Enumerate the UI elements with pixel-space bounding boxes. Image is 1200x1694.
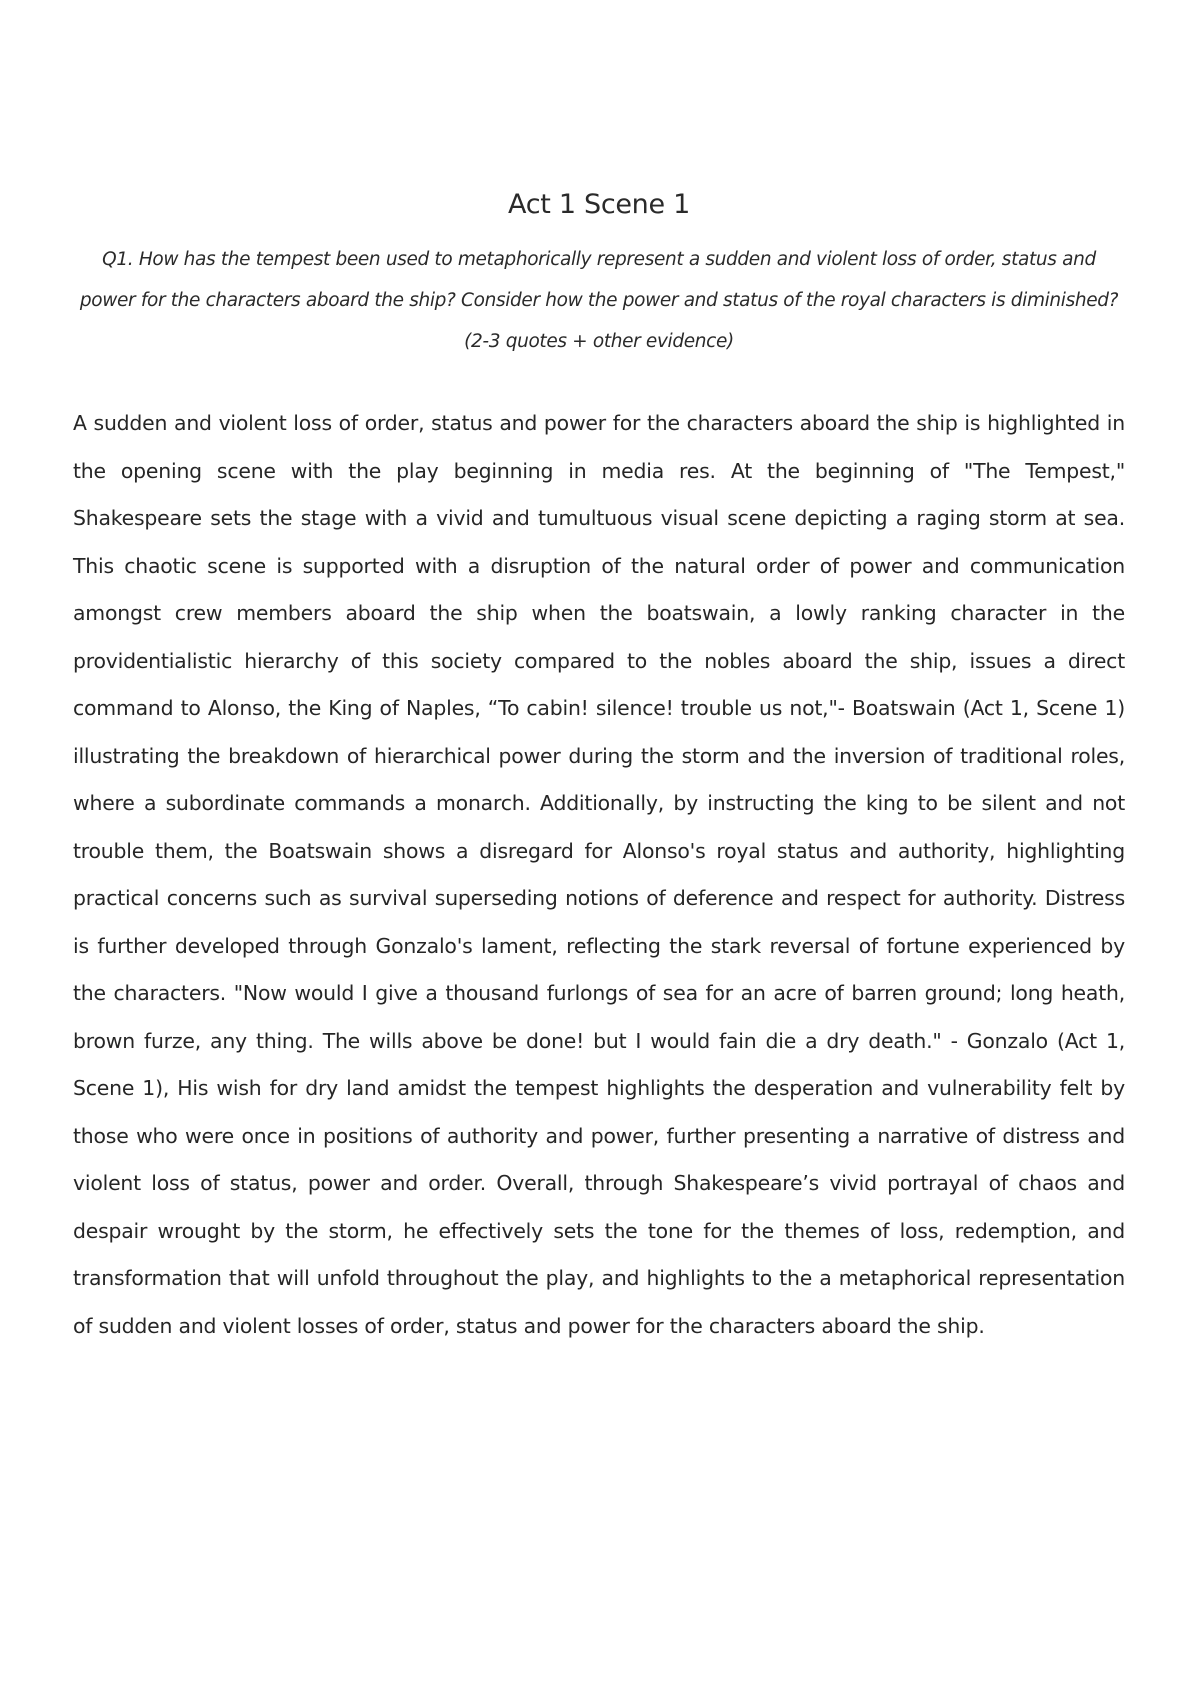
answer-paragraph: A sudden and violent loss of order, status and power for the characters aboard the ship is highlighted in the opening scene with the play beginning in media res. At the beginning of "The Tempest," Shakespeare sets the stage with a vivid and tumultuous visual scene depicting a raging storm at sea. This chaotic scene is supported with a disruption of the natural order of power and communication amongst crew members aboard the ship when the boatswain, a lowly ranking character in the providentialistic hierarchy of this society compared to the nobles aboard the ship, issues a direct command to Alonso, the King of Naples, “To cabin! silence! trouble us not,"- Boatswain (Act 1, Scene 1) illustrating the breakdown of hierarchical power during the storm and the inversion of traditional roles, where a subordinate commands a monarch. Additionally, by instructing the king to be silent and not trouble them, the Boatswain shows a disregard for Alonso's royal status and authority, highlighting practical concerns such as survival superseding notions of deference and respect for authority. Distress is further developed through Gonzalo's lament, reflecting the stark reversal of fortune experienced by the characters. "Now would I give a thousand furlongs of sea for an acre of barren ground; long heath, brown furze, any thing. The wills above be done! but I would fain die a dry death." - Gonzalo (Act 1, Scene 1), His wish for dry land amidst the tempest highlights the desperation and vulnerability felt by those who were once in positions of authority and power, further presenting a narrative of distress and violent loss of status, power and order. Overall, through Shakespeare’s vivid portrayal of chaos and despair wrought by the storm, he effectively sets the tone for the themes of loss, redemption, and transformation that will unfold throughout the play, and highlights to the a metaphorical representation of sudden and violent losses of order, status and power for the characters aboard the ship. (73, 411, 1125, 1338)
question-text: Q1. How has the tempest been used to metaphorically represent a sudden and violent loss of order, status and power for the characters aboard the ship? Consider how the power and status of the royal characters is diminished? (2-3 quotes + other evidence) (79, 249, 1119, 352)
document-content (73, 185, 1125, 1350)
page-title: Act 1 Scene 1 (508, 189, 690, 220)
